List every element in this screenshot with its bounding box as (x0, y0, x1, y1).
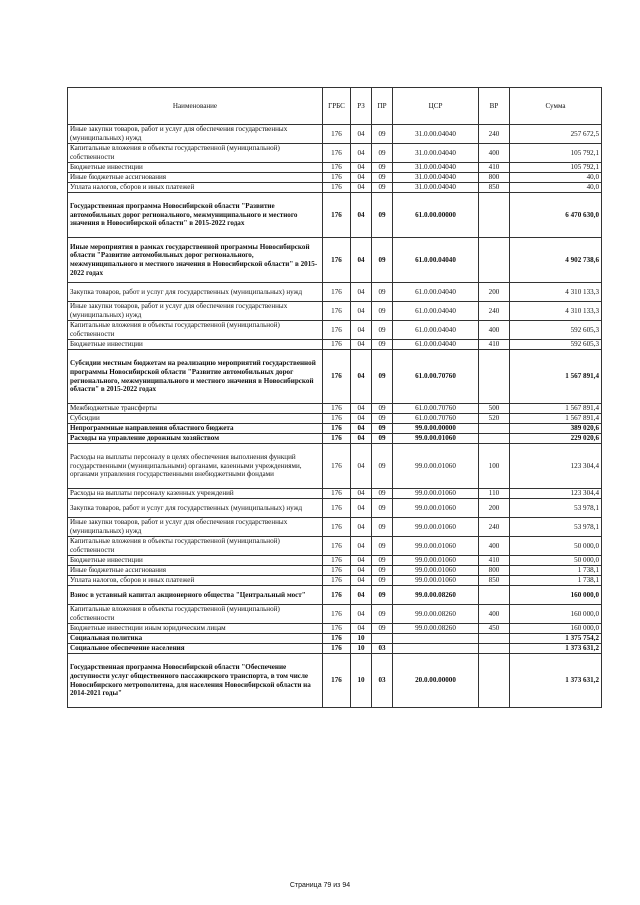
cell-vr (479, 644, 510, 654)
cell-csr: 20.0.00.00000 (393, 654, 479, 708)
table-row (68, 193, 602, 238)
cell-rz: 04 (351, 414, 372, 424)
cell-pr: 09 (372, 576, 393, 586)
cell-vr: 520 (479, 414, 510, 424)
cell-vr: 200 (479, 283, 510, 302)
cell-csr: 99.0.00.01060 (393, 537, 479, 556)
cell-sum: 123 304,4 (510, 444, 602, 489)
cell-csr: 31.0.00.04040 (393, 125, 479, 144)
cell-rz: 04 (351, 489, 372, 499)
cell-pr: 09 (372, 183, 393, 193)
cell-name: Бюджетные инвестиции иным юридическим лицам (68, 624, 323, 634)
cell-pr: 09 (372, 340, 393, 350)
table-row (68, 566, 602, 576)
cell-grbs: 176 (323, 556, 351, 566)
cell-grbs: 176 (323, 173, 351, 183)
cell-grbs: 176 (323, 576, 351, 586)
cell-sum: 105 792,1 (510, 163, 602, 173)
cell-name: Уплата налогов, сборов и иных платежей (68, 183, 323, 193)
cell-csr: 99.0.00.08260 (393, 605, 479, 624)
cell-pr: 09 (372, 414, 393, 424)
cell-csr: 31.0.00.04040 (393, 173, 479, 183)
header-vr: ВР (479, 88, 510, 125)
cell-rz: 04 (351, 173, 372, 183)
cell-csr: 99.0.00.01060 (393, 499, 479, 518)
cell-grbs: 176 (323, 499, 351, 518)
cell-rz: 04 (351, 340, 372, 350)
cell-grbs: 176 (323, 414, 351, 424)
cell-name: Капитальные вложения в объекты государственной (муниципальной) собственности (68, 537, 323, 556)
cell-grbs: 176 (323, 654, 351, 708)
cell-vr: 850 (479, 576, 510, 586)
cell-name: Иные закупки товаров, работ и услуг для обеспечения государственных (муниципальных) нужд (68, 518, 323, 537)
cell-vr: 410 (479, 340, 510, 350)
cell-name: Расходы на выплаты персоналу в целях обеспечения выполнения функций государственными (муниципальными) органами, казенными учреждениями, органами управления государственными внебюджетными фондами (68, 444, 323, 489)
cell-grbs: 176 (323, 644, 351, 654)
cell-vr: 410 (479, 556, 510, 566)
table-row (68, 183, 602, 193)
cell-rz: 04 (351, 283, 372, 302)
cell-vr: 400 (479, 321, 510, 340)
cell-name: Государственная программа Новосибирской области "Развитие автомобильных дорог регионального, межмуниципального и местного значения в Новосибирской области" в 2015-2022 годах (68, 193, 323, 238)
cell-name: Расходы на выплаты персоналу казенных учреждений (68, 489, 323, 499)
cell-name: Капитальные вложения в объекты государственной (муниципальной) собственности (68, 144, 323, 163)
cell-pr: 03 (372, 654, 393, 708)
cell-grbs: 176 (323, 634, 351, 644)
cell-pr: 09 (372, 193, 393, 238)
cell-pr: 09 (372, 518, 393, 537)
table-row (68, 424, 602, 434)
cell-sum: 53 978,1 (510, 499, 602, 518)
header-pr: ПР (372, 88, 393, 125)
cell-vr: 200 (479, 499, 510, 518)
table-row (68, 605, 602, 624)
table-body (68, 125, 602, 708)
cell-name: Взнос в уставный капитал акционерного общества "Центральный мост" (68, 586, 323, 605)
cell-csr: 61.0.00.04040 (393, 238, 479, 283)
cell-name: Межбюджетные трансферты (68, 404, 323, 414)
table-row (68, 489, 602, 499)
table-row (68, 321, 602, 340)
cell-name: Расходы на управление дорожным хозяйством (68, 434, 323, 444)
cell-vr (479, 238, 510, 283)
cell-vr: 240 (479, 125, 510, 144)
cell-pr: 09 (372, 444, 393, 489)
cell-pr: 09 (372, 434, 393, 444)
cell-csr: 99.0.00.01060 (393, 518, 479, 537)
cell-grbs: 176 (323, 238, 351, 283)
cell-grbs: 176 (323, 605, 351, 624)
cell-csr: 99.0.00.01060 (393, 434, 479, 444)
cell-csr: 99.0.00.01060 (393, 489, 479, 499)
cell-rz: 04 (351, 434, 372, 444)
cell-vr: 400 (479, 144, 510, 163)
cell-vr (479, 586, 510, 605)
cell-csr: 61.0.00.70760 (393, 414, 479, 424)
header-sum: Сумма (510, 88, 602, 125)
cell-grbs: 176 (323, 424, 351, 434)
cell-rz: 04 (351, 125, 372, 144)
cell-vr (479, 654, 510, 708)
cell-rz: 10 (351, 634, 372, 644)
cell-grbs: 176 (323, 586, 351, 605)
table-row (68, 518, 602, 537)
cell-rz: 04 (351, 518, 372, 537)
table-row (68, 576, 602, 586)
cell-sum: 1 373 631,2 (510, 654, 602, 708)
cell-sum: 1 738,1 (510, 576, 602, 586)
cell-rz: 04 (351, 444, 372, 489)
cell-sum: 160 000,0 (510, 624, 602, 634)
cell-pr: 09 (372, 404, 393, 414)
table-row (68, 634, 602, 644)
cell-rz: 04 (351, 576, 372, 586)
cell-sum: 257 672,5 (510, 125, 602, 144)
cell-grbs: 176 (323, 537, 351, 556)
cell-vr: 500 (479, 404, 510, 414)
table-row (68, 144, 602, 163)
table-row (68, 434, 602, 444)
cell-pr: 09 (372, 125, 393, 144)
cell-vr: 240 (479, 302, 510, 321)
cell-sum: 53 978,1 (510, 518, 602, 537)
cell-sum: 389 020,6 (510, 424, 602, 434)
cell-rz: 04 (351, 321, 372, 340)
cell-rz: 04 (351, 624, 372, 634)
table-row (68, 654, 602, 708)
header-name: Наименование (68, 88, 323, 125)
cell-name: Иные мероприятия в рамках государственной программы Новосибирской области "Развитие автомобильных дорог регионального, межмуниципального и местного значения в Новосибирской области" в 2015-2022 годах (68, 238, 323, 283)
cell-csr: 61.0.00.00000 (393, 193, 479, 238)
table-row (68, 173, 602, 183)
cell-pr: 03 (372, 644, 393, 654)
cell-grbs: 176 (323, 434, 351, 444)
cell-grbs: 176 (323, 404, 351, 414)
cell-sum: 592 605,3 (510, 321, 602, 340)
cell-csr: 61.0.00.04040 (393, 283, 479, 302)
cell-pr: 09 (372, 499, 393, 518)
cell-csr: 61.0.00.70760 (393, 350, 479, 404)
cell-csr: 31.0.00.04040 (393, 183, 479, 193)
cell-grbs: 176 (323, 340, 351, 350)
cell-grbs: 176 (323, 350, 351, 404)
cell-pr: 09 (372, 586, 393, 605)
cell-sum: 1 567 891,4 (510, 404, 602, 414)
cell-sum: 40,0 (510, 183, 602, 193)
cell-name: Субсидии местным бюджетам на реализацию мероприятий государственной программы Новосибирской области "Развитие автомобильных дорог регионального, межмуниципального и местного значения в Новосибирской области" в 2015-2022 годах (68, 350, 323, 404)
cell-rz: 04 (351, 605, 372, 624)
cell-vr (479, 434, 510, 444)
budget-table (67, 87, 602, 708)
cell-name: Бюджетные инвестиции (68, 163, 323, 173)
cell-name: Бюджетные инвестиции (68, 340, 323, 350)
cell-pr: 09 (372, 283, 393, 302)
table-row (68, 163, 602, 173)
cell-sum: 1 375 754,2 (510, 634, 602, 644)
table-row (68, 340, 602, 350)
cell-vr: 400 (479, 537, 510, 556)
cell-pr: 09 (372, 173, 393, 183)
cell-vr: 800 (479, 173, 510, 183)
cell-grbs: 176 (323, 283, 351, 302)
cell-sum: 4 902 738,6 (510, 238, 602, 283)
cell-pr: 09 (372, 424, 393, 434)
cell-name: Капитальные вложения в объекты государственной (муниципальной) собственности (68, 605, 323, 624)
cell-pr: 09 (372, 302, 393, 321)
cell-vr: 100 (479, 444, 510, 489)
page-footer: Страница 79 из 94 (289, 882, 351, 889)
cell-name: Иные бюджетные ассигнования (68, 566, 323, 576)
cell-csr: 99.0.00.08260 (393, 624, 479, 634)
cell-rz: 04 (351, 424, 372, 434)
cell-grbs: 176 (323, 624, 351, 634)
cell-rz: 04 (351, 556, 372, 566)
header-rz: РЗ (351, 88, 372, 125)
header-grbs: ГРБС (323, 88, 351, 125)
cell-pr: 09 (372, 163, 393, 173)
cell-vr: 400 (479, 605, 510, 624)
header-csr: ЦСР (393, 88, 479, 125)
table-row (68, 444, 602, 489)
table-row (68, 404, 602, 414)
cell-sum: 160 000,0 (510, 586, 602, 605)
cell-pr (372, 634, 393, 644)
cell-rz: 04 (351, 302, 372, 321)
cell-vr: 450 (479, 624, 510, 634)
cell-pr: 09 (372, 566, 393, 576)
cell-sum: 229 020,6 (510, 434, 602, 444)
cell-pr: 09 (372, 605, 393, 624)
cell-rz: 04 (351, 238, 372, 283)
cell-csr: 61.0.00.04040 (393, 302, 479, 321)
cell-grbs: 176 (323, 321, 351, 340)
cell-name: Капитальные вложения в объекты государственной (муниципальной) собственности (68, 321, 323, 340)
cell-name: Закупка товаров, работ и услуг для государственных (муниципальных) нужд (68, 283, 323, 302)
cell-rz: 10 (351, 644, 372, 654)
table-row (68, 586, 602, 605)
cell-name: Уплата налогов, сборов и иных платежей (68, 576, 323, 586)
cell-sum: 4 310 133,3 (510, 283, 602, 302)
table-row (68, 302, 602, 321)
cell-rz: 04 (351, 566, 372, 576)
cell-name: Субсидии (68, 414, 323, 424)
cell-rz: 04 (351, 404, 372, 414)
cell-vr: 800 (479, 566, 510, 576)
cell-name: Социальная политика (68, 634, 323, 644)
cell-vr (479, 193, 510, 238)
cell-csr: 61.0.00.70760 (393, 404, 479, 414)
cell-sum: 1 567 891,4 (510, 414, 602, 424)
cell-pr: 09 (372, 144, 393, 163)
table-row (68, 238, 602, 283)
cell-rz: 04 (351, 586, 372, 605)
cell-grbs: 176 (323, 125, 351, 144)
cell-name: Непрограммные направления областного бюджета (68, 424, 323, 434)
cell-sum: 6 470 630,0 (510, 193, 602, 238)
cell-grbs: 176 (323, 183, 351, 193)
cell-csr (393, 634, 479, 644)
table-row (68, 125, 602, 144)
cell-rz: 04 (351, 144, 372, 163)
table-row (68, 283, 602, 302)
table-row (68, 556, 602, 566)
table-row (68, 499, 602, 518)
cell-csr: 61.0.00.04040 (393, 340, 479, 350)
cell-sum: 160 000,0 (510, 605, 602, 624)
cell-vr: 110 (479, 489, 510, 499)
cell-sum: 123 304,4 (510, 489, 602, 499)
cell-grbs: 176 (323, 163, 351, 173)
cell-sum: 105 792,1 (510, 144, 602, 163)
cell-grbs: 176 (323, 489, 351, 499)
cell-csr: 99.0.00.00000 (393, 424, 479, 434)
cell-name: Бюджетные инвестиции (68, 556, 323, 566)
cell-csr: 99.0.00.01060 (393, 576, 479, 586)
cell-vr (479, 424, 510, 434)
cell-pr: 09 (372, 321, 393, 340)
cell-name: Иные закупки товаров, работ и услуг для обеспечения государственных (муниципальных) нужд (68, 125, 323, 144)
table-row (68, 350, 602, 404)
cell-pr: 09 (372, 556, 393, 566)
cell-sum: 40,0 (510, 173, 602, 183)
cell-grbs: 176 (323, 566, 351, 576)
cell-grbs: 176 (323, 518, 351, 537)
cell-name: Иные закупки товаров, работ и услуг для обеспечения государственных (муниципальных) нужд (68, 302, 323, 321)
cell-rz: 04 (351, 350, 372, 404)
table-row (68, 537, 602, 556)
cell-csr (393, 644, 479, 654)
table-row (68, 644, 602, 654)
cell-grbs: 176 (323, 444, 351, 489)
table-row (68, 414, 602, 424)
cell-rz: 10 (351, 654, 372, 708)
cell-csr: 31.0.00.04040 (393, 163, 479, 173)
cell-vr: 850 (479, 183, 510, 193)
cell-rz: 04 (351, 183, 372, 193)
cell-name: Социальное обеспечение населения (68, 644, 323, 654)
cell-rz: 04 (351, 163, 372, 173)
cell-grbs: 176 (323, 144, 351, 163)
cell-sum: 1 738,1 (510, 566, 602, 576)
cell-sum: 50 000,0 (510, 537, 602, 556)
cell-vr (479, 634, 510, 644)
table-header-row (68, 88, 602, 125)
cell-sum: 592 605,3 (510, 340, 602, 350)
cell-pr: 09 (372, 537, 393, 556)
cell-vr (479, 350, 510, 404)
cell-name: Закупка товаров, работ и услуг для государственных (муниципальных) нужд (68, 499, 323, 518)
cell-pr: 09 (372, 238, 393, 283)
cell-vr: 240 (479, 518, 510, 537)
cell-sum: 1 567 891,4 (510, 350, 602, 404)
cell-vr: 410 (479, 163, 510, 173)
cell-name: Государственная программа Новосибирской области "Обеспечение доступности услуг общественного пассажирского транспорта, в том числе Новосибирского метрополитена, для населения Новосибирской области на 2014-2021 годы" (68, 654, 323, 708)
cell-rz: 04 (351, 499, 372, 518)
cell-csr: 99.0.00.01060 (393, 444, 479, 489)
cell-pr: 09 (372, 489, 393, 499)
cell-grbs: 176 (323, 302, 351, 321)
cell-csr: 99.0.00.01060 (393, 566, 479, 576)
cell-csr: 61.0.00.04040 (393, 321, 479, 340)
cell-pr: 09 (372, 350, 393, 404)
cell-csr: 99.0.00.08260 (393, 586, 479, 605)
cell-sum: 4 310 133,3 (510, 302, 602, 321)
cell-sum: 50 000,0 (510, 556, 602, 566)
cell-csr: 31.0.00.04040 (393, 144, 479, 163)
table-row (68, 624, 602, 634)
cell-pr: 09 (372, 624, 393, 634)
cell-grbs: 176 (323, 193, 351, 238)
cell-name: Иные бюджетные ассигнования (68, 173, 323, 183)
cell-csr: 99.0.00.01060 (393, 556, 479, 566)
cell-sum: 1 373 631,2 (510, 644, 602, 654)
cell-rz: 04 (351, 537, 372, 556)
cell-rz: 04 (351, 193, 372, 238)
